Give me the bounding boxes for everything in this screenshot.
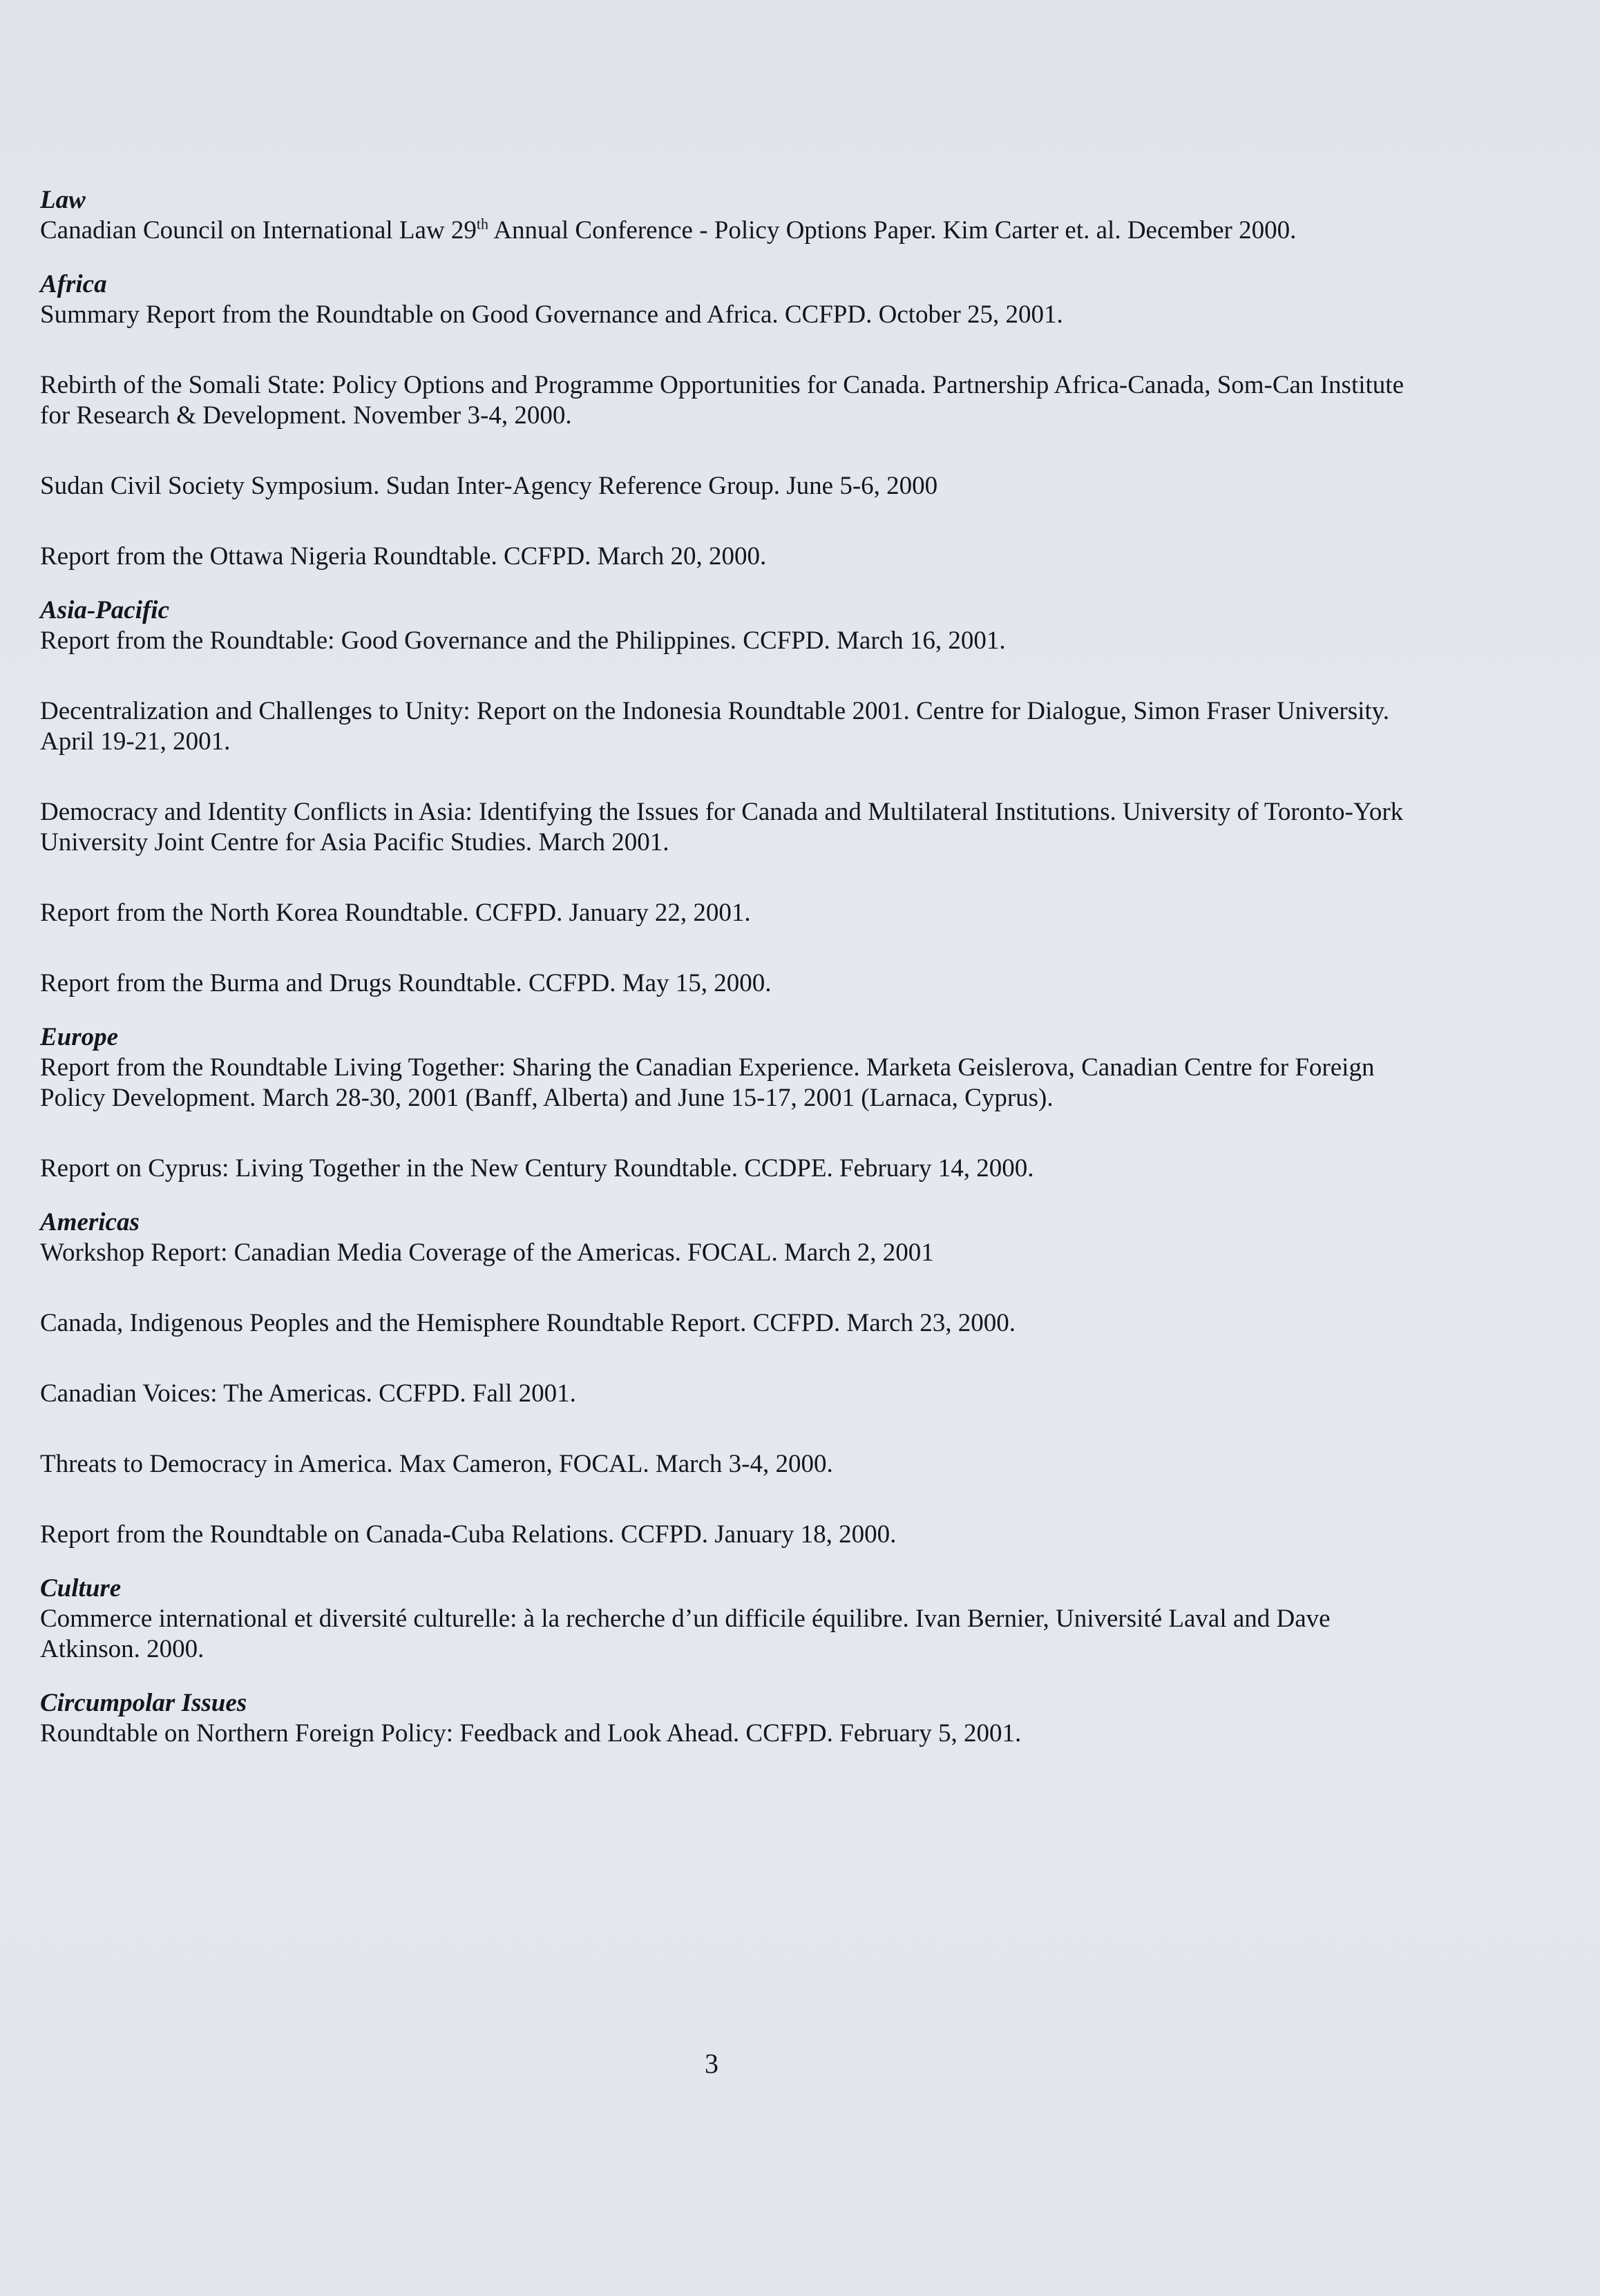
page-number: 3	[705, 2048, 718, 2079]
list-item: Report from the Ottawa Nigeria Roundtable. CCFPD. March 20, 2000.	[40, 542, 767, 571]
list-item: Report from the Burma and Drugs Roundtable. CCFPD. May 15, 2000.	[40, 969, 772, 997]
list-item: Canadian Voices: The Americas. CCFPD. Fall 2001.	[40, 1379, 576, 1408]
list-item: Report from the Roundtable on Canada-Cuba Relations. CCFPD. January 18, 2000.	[40, 1520, 897, 1549]
section-heading-asia-pacific: Asia-Pacific	[40, 596, 170, 624]
list-item: Canadian Council on International Law 29th Annual Conference - Policy Options Paper. Kim Carter et. al. December 2000.	[40, 215, 1297, 245]
list-item: Report from the Roundtable Living Together: Sharing the Canadian Experience. Marketa Geislerova, Canadian Centre for Foreign Policy Development. March 28-30, 2001 (Banff, Alberta) and June 15-17, 2001 (Larnaca, Cyprus).	[40, 1053, 1375, 1112]
list-item: Roundtable on Northern Foreign Policy: Feedback and Look Ahead. CCFPD. February 5, 2001.	[40, 1719, 1022, 1748]
list-item: Workshop Report: Canadian Media Coverage of the Americas. FOCAL. March 2, 2001	[40, 1238, 934, 1267]
list-item: Report from the Roundtable: Good Governance and the Philippines. CCFPD. March 16, 2001.	[40, 626, 1006, 655]
list-item: Rebirth of the Somali State: Policy Options and Programme Opportunities for Canada. Partnership Africa-Canada, Som-Can Institute for Research & Development. November 3-4, 2000.	[40, 371, 1404, 430]
section-heading-africa: Africa	[40, 270, 107, 298]
section-heading-law: Law	[40, 186, 86, 214]
section-heading-americas: Americas	[40, 1208, 140, 1236]
section-heading-europe: Europe	[40, 1023, 119, 1051]
list-item: Summary Report from the Roundtable on Good Governance and Africa. CCFPD. October 25, 2001.	[40, 300, 1063, 329]
list-item: Threats to Democracy in America. Max Cameron, FOCAL. March 3-4, 2000.	[40, 1450, 833, 1478]
list-item: Report on Cyprus: Living Together in the New Century Roundtable. CCDPE. February 14, 2000.	[40, 1154, 1034, 1183]
list-item: Democracy and Identity Conflicts in Asia: Identifying the Issues for Canada and Multilateral Institutions. University of Toronto-York University Joint Centre for Asia Pacific Studies. March 2001.	[40, 798, 1404, 857]
section-heading-culture: Culture	[40, 1574, 122, 1603]
list-item: Commerce international et diversité culturelle: à la recherche d’un difficile équilibre. Ivan Bernier, Université Laval and Dave Atkinson. 2000.	[40, 1605, 1331, 1663]
list-item: Report from the North Korea Roundtable. CCFPD. January 22, 2001.	[40, 899, 751, 927]
list-item: Decentralization and Challenges to Unity: Report on the Indonesia Roundtable 2001. Centre for Dialogue, Simon Fraser University. April 19-21, 2001.	[40, 697, 1390, 756]
list-item: Canada, Indigenous Peoples and the Hemisphere Roundtable Report. CCFPD. March 23, 2000.	[40, 1309, 1016, 1337]
section-heading-circumpolar-issues: Circumpolar Issues	[40, 1689, 247, 1717]
reference-list	[40, 185, 1422, 1749]
list-item: Sudan Civil Society Symposium. Sudan Inter-Agency Reference Group. June 5-6, 2000	[40, 472, 938, 500]
